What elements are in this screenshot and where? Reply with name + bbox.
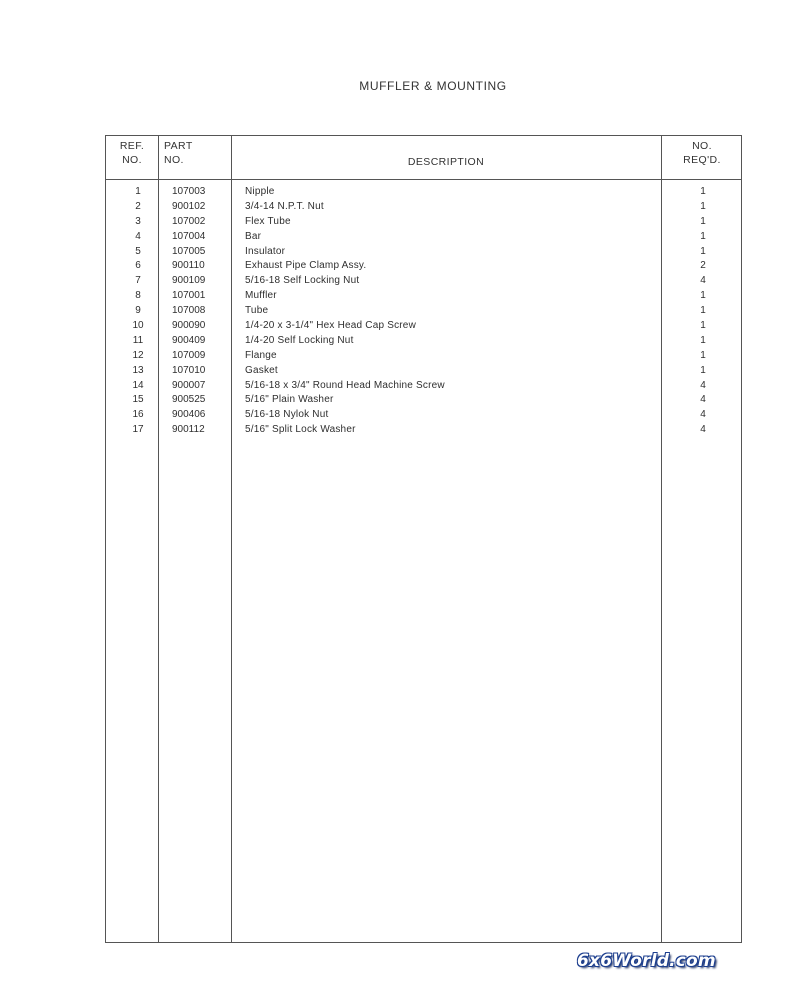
description-cell: 1/4-20 x 3-1/4" Hex Head Cap Screw — [245, 320, 416, 332]
part-no-cell: 900409 — [172, 334, 206, 346]
ref-no-cell: 10 — [132, 320, 144, 332]
part-no-cell: 107001 — [172, 290, 206, 302]
qty-cell: 1 — [700, 230, 706, 242]
part-no-cell: 900007 — [172, 379, 206, 391]
qty-cell: 1 — [700, 200, 706, 212]
header-part-line2: NO. — [164, 154, 184, 166]
description-cell: Flange — [245, 349, 277, 361]
header-ref-line2: NO. — [122, 154, 142, 166]
part-no-cell: 900110 — [172, 260, 205, 272]
qty-cell: 4 — [700, 379, 706, 391]
part-no-cell: 107003 — [172, 186, 206, 197]
part-no-cell: 107010 — [172, 364, 206, 376]
part-no-cell: 107005 — [172, 245, 206, 257]
header-qty-required — [661, 139, 743, 167]
qty-cell: 1 — [700, 349, 706, 361]
table-row — [106, 304, 741, 319]
ref-no-cell: 14 — [132, 379, 144, 391]
header-ref-no — [106, 139, 158, 167]
ref-no-cell: 12 — [132, 349, 144, 361]
part-no-cell: 107004 — [172, 230, 206, 242]
description-cell: 1/4-20 Self Locking Nut — [245, 334, 354, 346]
ref-no-cell: 6 — [135, 260, 141, 272]
header-divider — [106, 179, 741, 180]
qty-cell: 4 — [700, 424, 706, 436]
ref-no-cell: 7 — [135, 275, 141, 287]
part-no-cell: 900102 — [172, 200, 206, 212]
table-row — [106, 230, 741, 245]
ref-no-cell: 2 — [135, 200, 141, 212]
watermark-logo: 6x6World.com — [577, 951, 716, 971]
table-row — [106, 185, 741, 200]
part-no-cell: 900090 — [172, 320, 206, 332]
description-cell: Flex Tube — [245, 215, 291, 227]
table-row — [106, 259, 741, 274]
ref-no-cell: 3 — [135, 215, 141, 227]
part-no-cell: 107002 — [172, 215, 206, 227]
table-row — [106, 393, 741, 408]
description-cell: Exhaust Pipe Clamp Assy. — [245, 260, 367, 272]
description-cell: 5/16-18 Self Locking Nut — [245, 275, 360, 287]
qty-cell: 1 — [700, 186, 706, 197]
description-cell: 5/16" Plain Washer — [245, 394, 334, 406]
table-row — [106, 423, 741, 438]
ref-no-cell: 16 — [132, 409, 144, 421]
table-row — [106, 215, 741, 230]
table-row — [106, 274, 741, 289]
header-part-line1: PART — [164, 140, 193, 152]
table-row — [106, 289, 741, 304]
description-cell: Gasket — [245, 364, 278, 376]
description-cell: Bar — [245, 230, 262, 242]
table-row — [106, 200, 741, 215]
ref-no-cell: 8 — [135, 290, 141, 302]
header-qty-line1: NO. — [692, 140, 712, 152]
table-row — [106, 364, 741, 379]
ref-no-cell: 11 — [132, 334, 144, 346]
part-no-cell: 900525 — [172, 394, 206, 406]
table-row — [106, 334, 741, 349]
ref-no-cell: 9 — [135, 305, 141, 317]
qty-cell: 1 — [700, 320, 706, 332]
ref-no-cell: 4 — [135, 230, 141, 242]
description-cell: 3/4-14 N.P.T. Nut — [245, 200, 324, 212]
parts-table — [105, 135, 742, 943]
qty-cell: 1 — [700, 215, 706, 227]
table-row — [106, 379, 741, 394]
qty-cell: 4 — [700, 394, 706, 406]
qty-cell: 4 — [700, 409, 706, 421]
qty-cell: 2 — [700, 260, 706, 272]
description-cell: Muffler — [245, 290, 277, 302]
qty-cell: 1 — [700, 364, 706, 376]
description-cell: 5/16-18 Nylok Nut — [245, 409, 329, 421]
part-no-cell: 107009 — [172, 349, 206, 361]
qty-cell: 1 — [700, 305, 706, 317]
header-part-no — [164, 139, 214, 167]
parts-list — [106, 185, 741, 438]
description-cell: 5/16" Split Lock Washer — [245, 424, 356, 436]
ref-no-cell: 15 — [132, 394, 144, 406]
page-title: MUFFLER & MOUNTING — [359, 79, 507, 93]
description-cell: Nipple — [245, 186, 275, 197]
description-cell: 5/16-18 x 3/4" Round Head Machine Screw — [245, 379, 445, 391]
ref-no-cell: 1 — [135, 186, 141, 197]
ref-no-cell: 17 — [132, 424, 144, 436]
qty-cell: 1 — [700, 245, 706, 257]
part-no-cell: 900109 — [172, 275, 206, 287]
part-no-cell: 900406 — [172, 409, 206, 421]
header-ref-line1: REF. — [119, 140, 145, 152]
table-row — [106, 349, 741, 364]
table-row — [106, 408, 741, 423]
part-no-cell: 107008 — [172, 305, 206, 317]
table-row — [106, 319, 741, 334]
description-cell: Tube — [245, 305, 269, 317]
qty-cell: 1 — [700, 334, 706, 346]
table-row — [106, 245, 741, 260]
description-cell: Insulator — [245, 245, 286, 257]
ref-no-cell: 13 — [132, 364, 144, 376]
ref-no-cell: 5 — [135, 245, 141, 257]
header-description: DESCRIPTION — [407, 156, 485, 168]
qty-cell: 1 — [700, 290, 706, 302]
header-qty-line2: REQ'D. — [683, 154, 721, 166]
part-no-cell: 900112 — [172, 424, 205, 436]
qty-cell: 4 — [700, 275, 706, 287]
